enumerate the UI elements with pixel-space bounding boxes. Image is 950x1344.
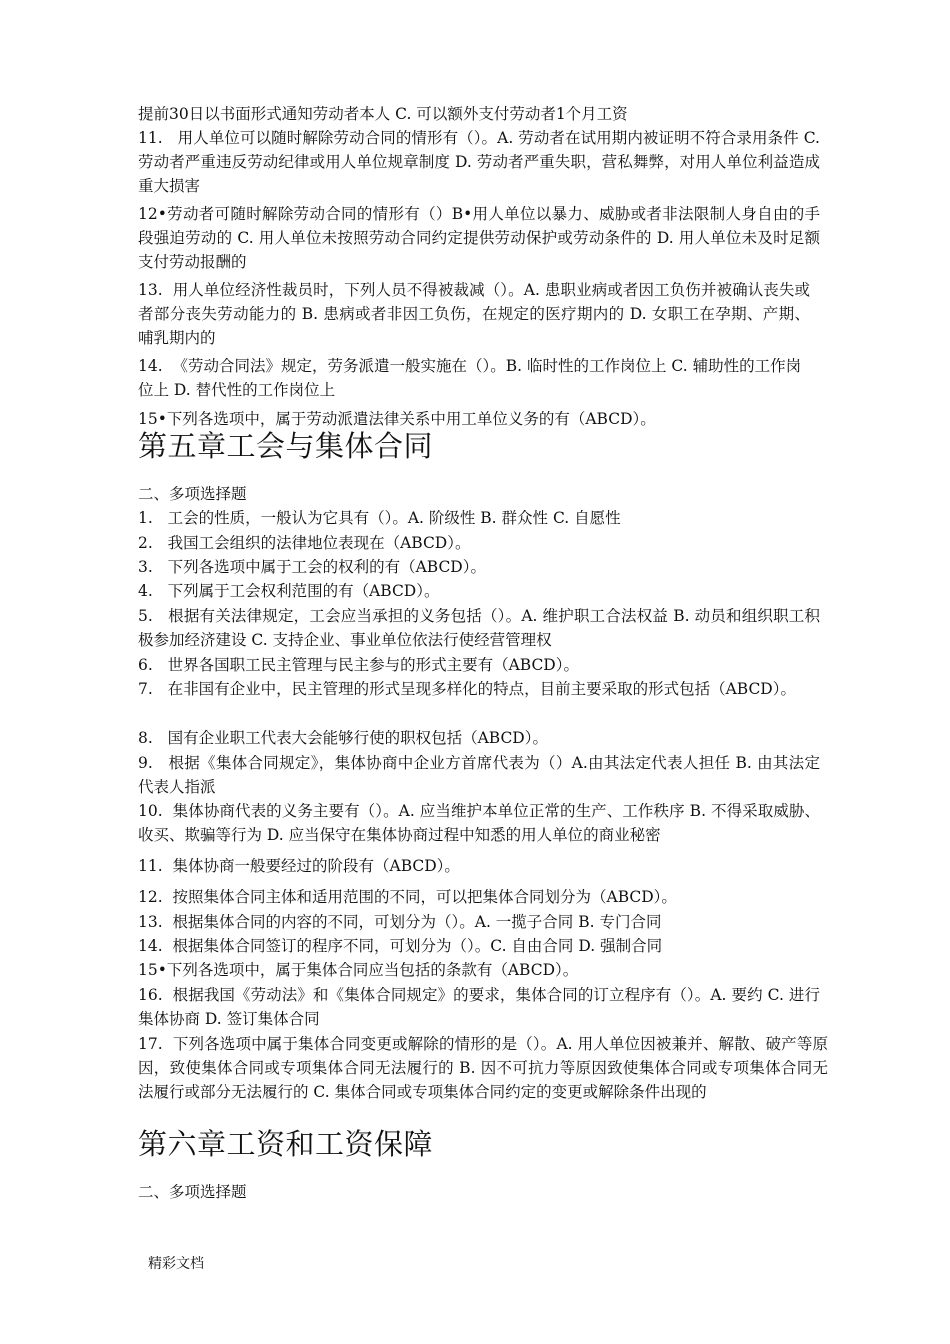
question-ch5-9: 9. 根据《集体合同规定》，集体协商中企业方首席代表为（）A.由其法定代表人担任 B. 由其法定代表人指派 xyxy=(138,754,820,796)
chapter-5-title: 第五章工会与集体合同 xyxy=(138,429,434,463)
question-ch5-14: 14. 根据集体合同签订的程序不同，可划分为（）。C. 自由合同 D. 强制合同 xyxy=(138,937,663,955)
footer-watermark: 精彩文档 xyxy=(148,1256,204,1272)
question-ch5-11: 11. 集体协商一般要经过的阶段有（ABCD）。 xyxy=(138,857,460,875)
question-ch5-15: 15•下列各选项中，属于集体合同应当包括的条款有（ABCD）。 xyxy=(138,961,579,979)
question-ch4-13: 13. 用人单位经济性裁员时，下列人员不得被裁减（）。A. 患职业病或者因工负伤并被确认丧失或者部分丧失劳动能力的 B. 患病或者非因工负伤，在规定的医疗期内的 D. 女职工在孕期、产期、哺乳期内的 xyxy=(138,281,810,347)
question-ch5-12: 12. 按照集体合同主体和适用范围的不同，可以把集体合同划分为（ABCD）。 xyxy=(138,888,677,906)
chapter-6-subtitle: 二、多项选择题 xyxy=(138,1183,247,1201)
question-ch4-11: 11. 用人单位可以随时解除劳动合同的情形有（）。A. 劳动者在试用期内被证明不符合录用条件 C. 劳动者严重违反劳动纪律或用人单位规章制度 D. 劳动者严重失职，营私舞弊，对用人单位利益造成重大损害 xyxy=(138,129,820,195)
question-ch5-5: 5. 根据有关法律规定，工会应当承担的义务包括（）。A. 维护职工合法权益 B. 动员和组织职工积极参加经济建设 C. 支持企业、事业单位依法行使经营管理权 xyxy=(138,607,820,649)
question-ch5-17: 17. 下列各选项中属于集体合同变更或解除的情形的是（）。A. 用人单位因被兼并、解散、破产等原因，致使集体合同或专项集体合同无法履行的 B. 因不可抗力等原因致使集体合同或专项集体合同无法履行或部分无法履行的 C. 集体合同或专项集体合同约定的变更或解除条件出现的 xyxy=(138,1035,828,1101)
question-ch5-4: 4. 下列属于工会权利范围的有（ABCD）。 xyxy=(138,582,440,600)
question-ch5-1: 1. 工会的性质，一般认为它具有（）。A. 阶级性 B. 群众性 C. 自愿性 xyxy=(138,509,621,527)
question-ch5-6: 6. 世界各国职工民主管理与民主参与的形式主要有（ABCD）。 xyxy=(138,656,579,674)
question-ch4-12: 12•劳动者可随时解除劳动合同的情形有（）B•用人单位以暴力、威胁或者非法限制人身自由的手段强迫劳动的 C. 用人单位未按照劳动合同约定提供劳动保护或劳动条件的 D. 用人单位未及时足额支付劳动报酬的 xyxy=(138,205,820,271)
chapter-6-title: 第六章工资和工资保障 xyxy=(138,1127,434,1161)
question-ch5-7: 7. 在非国有企业中，民主管理的形式呈现多样化的特点，目前主要采取的形式包括（ABCD）。 xyxy=(138,680,796,698)
question-ch5-10: 10. 集体协商代表的义务主要有（）。A. 应当维护本单位正常的生产、工作秩序 B. 不得采取威胁、收买、欺骗等行为 D. 应当保守在集体协商过程中知悉的用人单位的商业秘密 xyxy=(138,802,820,844)
question-ch4-14: 14. 《劳动合同法》规定，劳务派遣一般实施在（）。B. 临时性的工作岗位上 C. 辅助性的工作岗位上 D. 替代性的工作岗位上 xyxy=(138,357,802,399)
question-ch4-15: 15•下列各选项中，属于劳动派遣法律关系中用工单位义务的有（ABCD）。 xyxy=(138,410,656,428)
question-ch5-8: 8. 国有企业职工代表大会能够行使的职权包括（ABCD）。 xyxy=(138,729,548,747)
paragraph-ch4-notice: 提前30日以书面形式通知劳动者本人 C. 可以额外支付劳动者1个月工资 xyxy=(138,105,628,123)
chapter-5-subtitle: 二、多项选择题 xyxy=(138,485,247,503)
question-ch5-3: 3. 下列各选项中属于工会的权利的有（ABCD）。 xyxy=(138,558,486,576)
question-ch5-13: 13. 根据集体合同的内容的不同，可划分为（）。A. 一揽子合同 B. 专门合同 xyxy=(138,913,662,931)
question-ch5-2: 2. 我国工会组织的法律地位表现在（ABCD）。 xyxy=(138,534,471,552)
question-ch5-16: 16. 根据我国《劳动法》和《集体合同规定》的要求，集体合同的订立程序有（）。A. 要约 C. 进行集体协商 D. 签订集体合同 xyxy=(138,986,820,1028)
